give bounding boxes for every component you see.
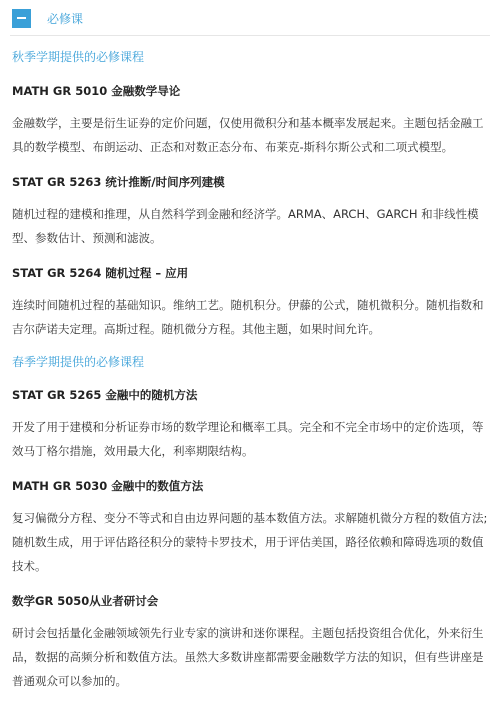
course-item bbox=[12, 386, 492, 463]
course-description: 研讨会包括量化金融领域领先行业专家的演讲和迷你课程。主题包括投资组合优化，外来衍生品，数据的高频分析和数值方法。虽然大多数讲座都需要金融数学方法的知识，但有些讲座是普通观众可以参加的。 bbox=[12, 626, 484, 688]
section-title-spring: 春季学期提供的必修课程 bbox=[12, 355, 145, 369]
course-title: STAT GR 5264 随机过程 – 应用 bbox=[12, 266, 189, 280]
section-title-fall: 秋季学期提供的必修课程 bbox=[12, 50, 145, 64]
course-description: 随机过程的建模和推理，从自然科学到金融和经济学。ARMA、ARCH、GARCH 和非线性模型、参数估计、预测和滤波。 bbox=[12, 207, 479, 245]
course-title: STAT GR 5265 金融中的随机方法 bbox=[12, 388, 198, 402]
header-divider bbox=[10, 35, 490, 36]
course-description: 开发了用于建模和分析证券市场的数学理论和概率工具。完全和不完全市场中的定价选项，等效马丁格尔措施，效用最大化，利率期限结构。 bbox=[12, 420, 484, 458]
course-title: MATH GR 5030 金融中的数值方法 bbox=[12, 479, 204, 493]
course-title: 数学GR 5050从业者研讨会 bbox=[12, 594, 159, 608]
course-item bbox=[12, 592, 492, 693]
accordion-title: 必修课 bbox=[47, 11, 84, 26]
course-title: STAT GR 5263 统计推断/时间序列建模 bbox=[12, 175, 225, 189]
course-description: 复习偏微分方程、变分不等式和自由边界问题的基本数值方法。求解随机微分方程的数值方法;随机数生成，用于评估路径积分的蒙特卡罗技术，用于评估美国，路径依赖和障碍选项的数值技术。 bbox=[12, 511, 488, 573]
course-item bbox=[12, 82, 492, 159]
course-item bbox=[12, 477, 492, 578]
accordion-content bbox=[12, 44, 492, 693]
accordion-header[interactable] bbox=[12, 8, 83, 28]
course-description: 金融数学，主要是衍生证券的定价问题，仅使用微积分和基本概率发展起来。主题包括金融工具的数学模型、布朗运动、正态和对数正态分布、布莱克-斯科尔斯公式和二项式模型。 bbox=[12, 116, 484, 154]
collapse-icon[interactable] bbox=[12, 9, 31, 28]
course-item bbox=[12, 264, 492, 341]
course-item bbox=[12, 173, 492, 250]
course-title: MATH GR 5010 金融数学导论 bbox=[12, 84, 181, 98]
course-description: 连续时间随机过程的基础知识。维纳工艺。随机积分。伊藤的公式，随机微积分。随机指数和吉尔萨诺夫定理。高斯过程。随机微分方程。其他主题，如果时间允许。 bbox=[12, 298, 484, 336]
